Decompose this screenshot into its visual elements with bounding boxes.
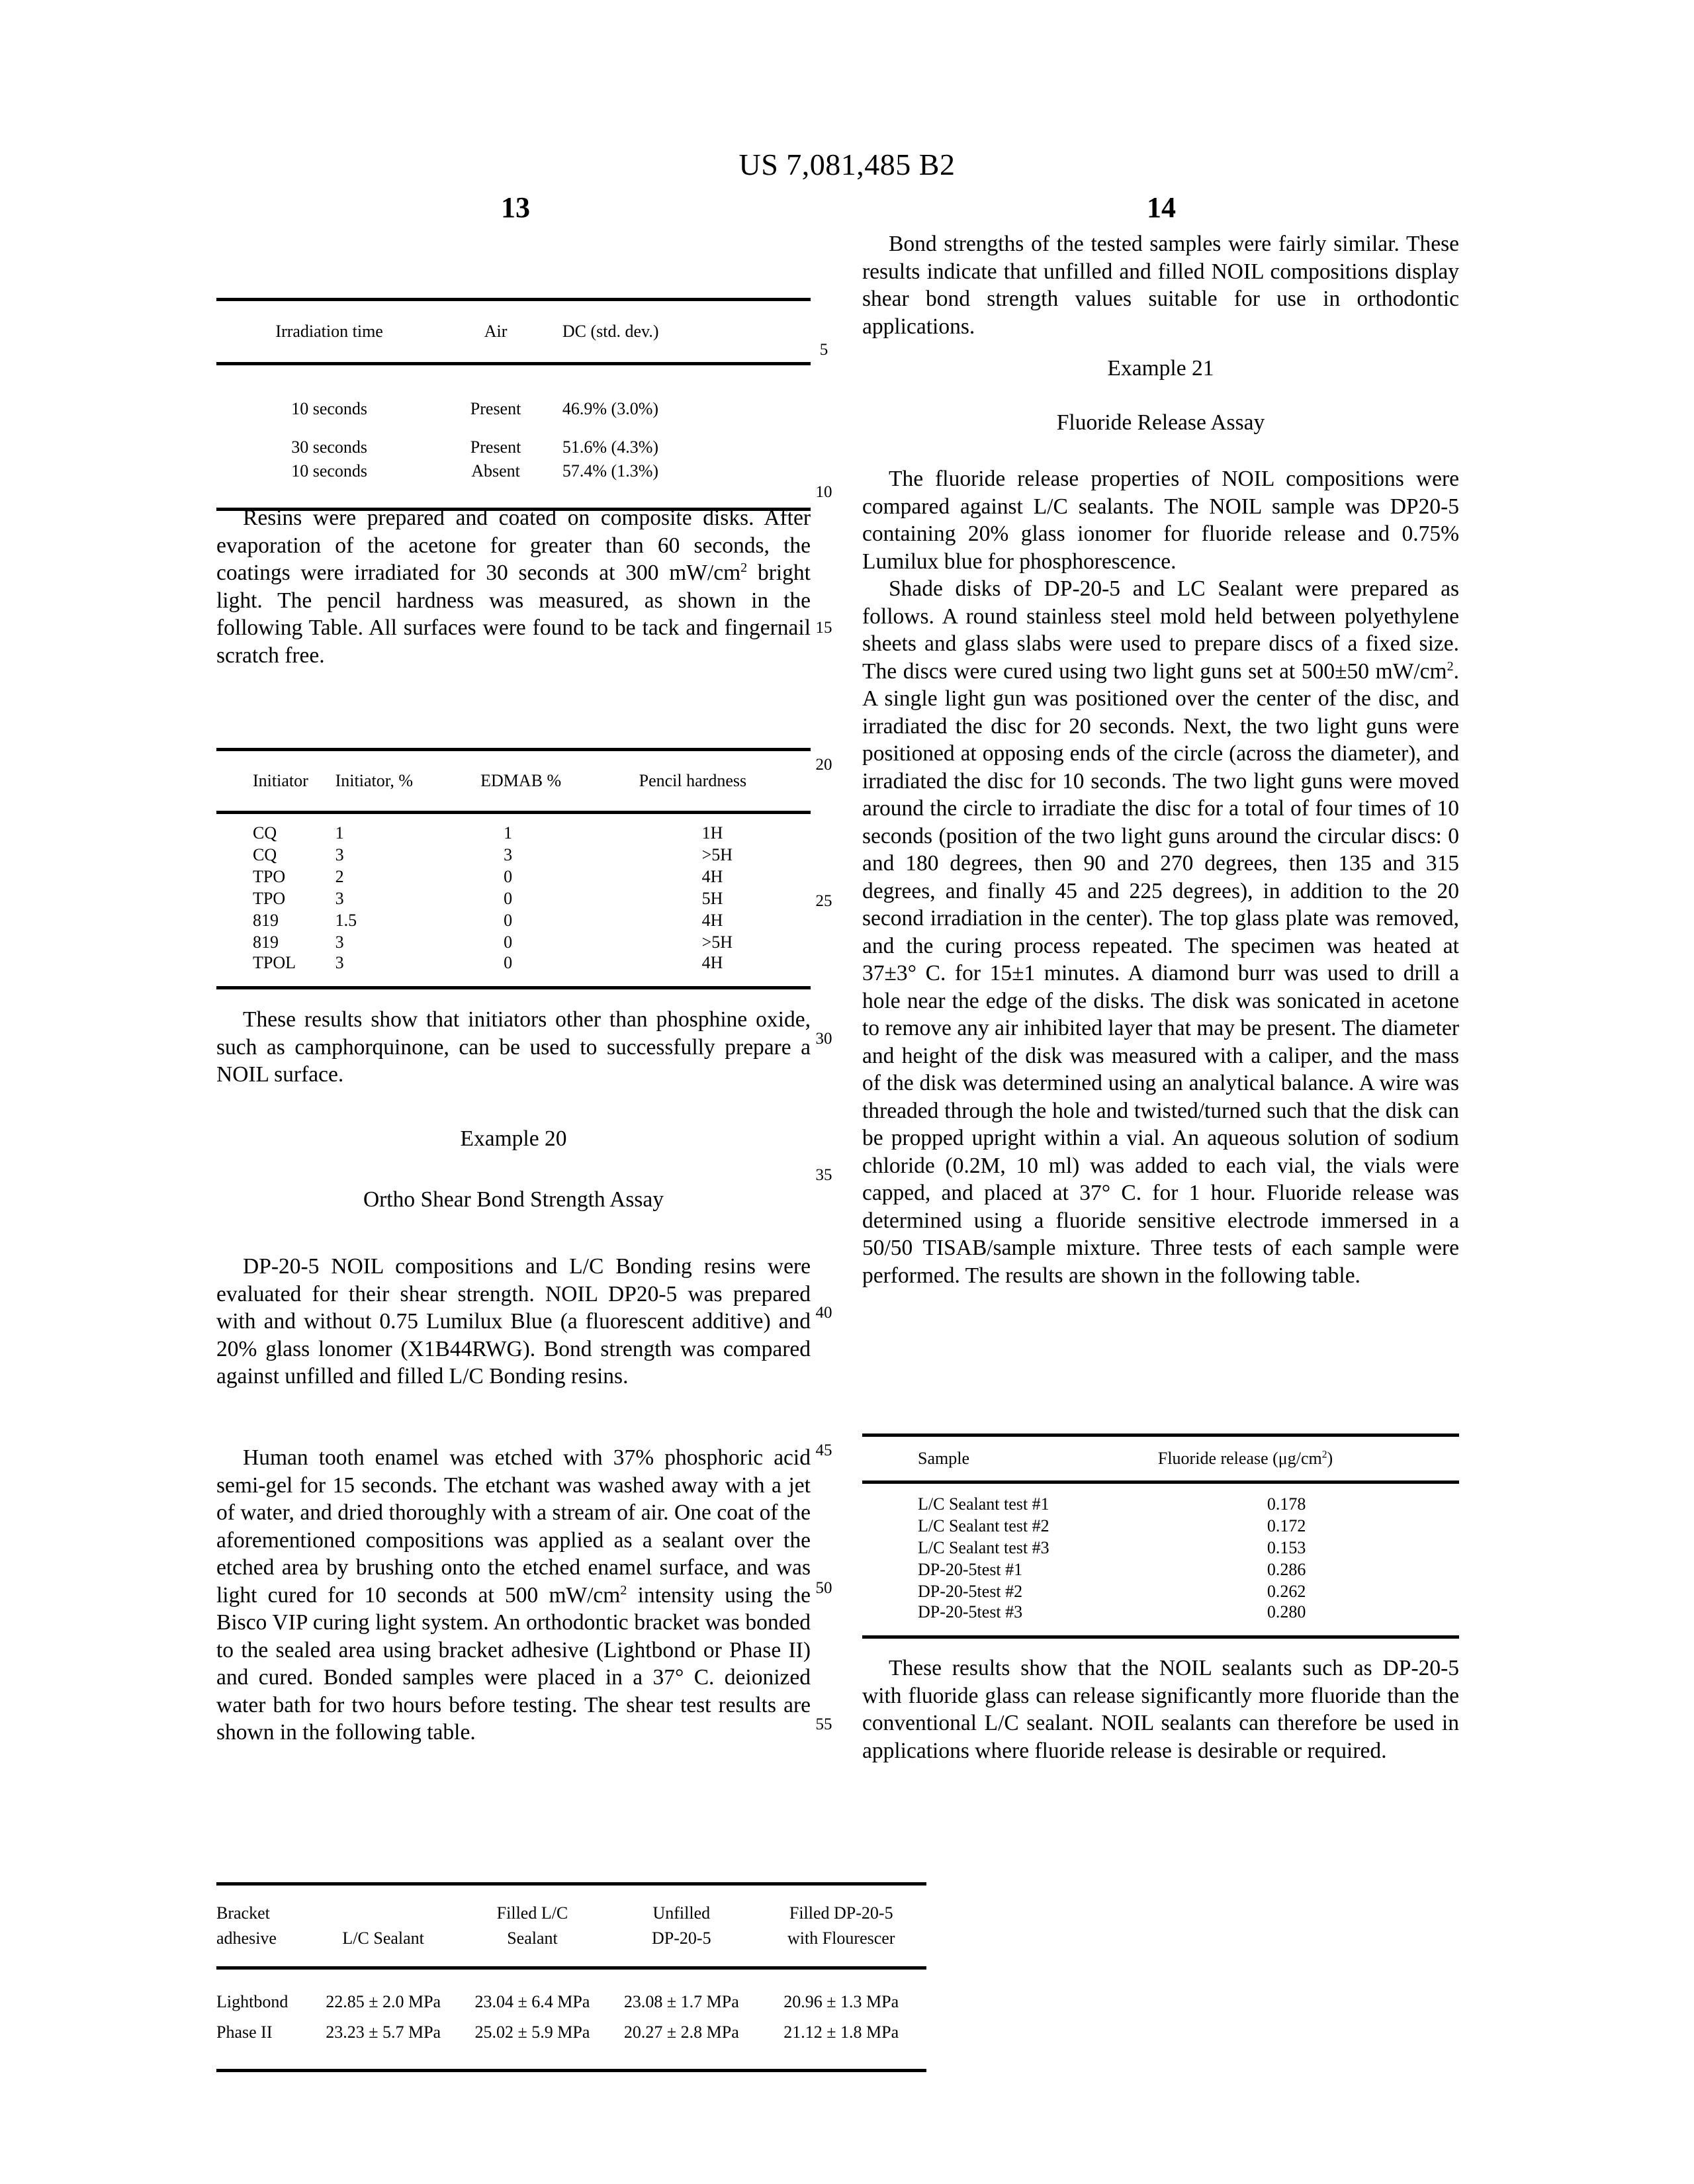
- table-cell: 1H: [701, 823, 723, 842]
- table-row: [862, 1482, 1459, 1516]
- table-cell: 4H: [701, 866, 723, 886]
- page-number-right: 14: [1147, 191, 1176, 224]
- example-20-subtitle: Ortho Shear Bond Strength Assay: [363, 1187, 664, 1212]
- table-row: [862, 1580, 1459, 1602]
- table-cell: DP-20-5test #3: [918, 1602, 1023, 1621]
- table-cell: 5H: [701, 888, 723, 908]
- line-number: 45: [815, 1441, 832, 1459]
- paragraph-text: These results show that the NOIL sealants such as DP-20-5 with fluoride glass can release significantly more fluoride than the conventional L/C sealant. NOIL sealants can therefore be used in applications where fluoride release is desirable or required.: [862, 1656, 1459, 1763]
- table-cell: 23.08 ± 1.7 MPa: [623, 1992, 739, 2011]
- paragraph-text: Human tooth enamel was etched with 37% phosphoric acid semi-gel for 15 seconds. The etchant was washed away with a jet of water, and dried thoroughly with a stream of air. One coat of the aforementioned compositions was applied as a sealant over the etched area by brushing onto the etched enamel surface, and was light cured for 10 seconds at 500 mW/cm: [216, 1445, 811, 1608]
- table-cell: TPO: [253, 866, 286, 886]
- table-cell: L/C Sealant test #2: [918, 1516, 1049, 1535]
- right-paragraph-2: [862, 465, 1459, 1289]
- table-row: [216, 813, 811, 844]
- paragraph-text: . A single light gun was positioned over the center of the disc, and irradiated the disc for 20 seconds. Next, the two light guns were positioned at opposing ends of the circle (across the diameter), and irradiated the disc for 10 seconds. The two light guns were moved around the circle to irradiate the disc for a total of four times of 10 seconds (position of the two light guns around the circular discs: 0 and 180 degrees, then 90 and 270 degrees, then 135 and 315 degrees, and finally 45 and 225 degrees), in addition to the 20 second irradiation in the center). The top glass plate was removed, and the curing process repeated. The specimen was heated at 37±3° C. for 15±1 minutes. A diamond burr was used to drill a hole near the edge of the disks. The disk was sonicated in acetone to remove any air inhibited layer that may be present. The diameter and height of the disk was measured with a caliper, and the mass of the disk was determined using an analytical balance. A wire was threaded through the hole and twisted/turned such that the disk can be propped upright within a vial. An aqueous solution of sodium chloride (0.2M, 10 ml) was added to each vial, the vials were capped, and placed at 37° C. for 1 hour. Fluoride release was determined using a fluoride sensitive electrode immersed in a 50/50 TISAB/sample mixture. Three tests of each sample were performed. The results are shown in the following table.: [862, 659, 1459, 1288]
- paragraph-text: bright light. The pencil hardness was measured, as shown in the following Table. All surfaces were found to be tack and fingernail scratch free.: [216, 561, 811, 668]
- column-header: Filled DP-20-5 with Flourescer: [787, 1903, 895, 1948]
- shear-bond-strength-table: [216, 1882, 926, 2072]
- table-row: [216, 433, 811, 461]
- table-cell: 0.153: [1267, 1537, 1306, 1557]
- left-paragraph-2: [216, 1006, 811, 1089]
- table-row: [216, 844, 811, 866]
- column-header: Bracket adhesive: [216, 1903, 277, 1948]
- paragraph-text: Resins were prepared and coated on composite disks. After evaporation of the acetone for greater than 60 seconds, the coatings were irradiated for 30 seconds at 300 mW/cm: [216, 506, 811, 585]
- column-header: DC (std. dev.): [562, 322, 659, 341]
- table-cell: CQ: [253, 844, 277, 864]
- table-cell: 3: [335, 844, 344, 864]
- table-cell: 22.85 ± 2.0 MPa: [326, 1992, 441, 2011]
- column-header: Initiator: [253, 771, 308, 790]
- line-number: 20: [815, 756, 832, 774]
- superscript: 2: [620, 1582, 627, 1598]
- table-cell: 3: [504, 844, 513, 864]
- table-row: [862, 1559, 1459, 1580]
- column-header: Air: [484, 322, 508, 341]
- column-header: Unfilled DP-20-5: [652, 1903, 711, 1948]
- table-cell: TPOL: [253, 953, 296, 972]
- table-header-row: [216, 300, 811, 364]
- table-cell: 57.4% (1.3%): [562, 461, 659, 480]
- table-cell: 0: [504, 953, 513, 972]
- table-header-row: [862, 1435, 1459, 1482]
- paragraph-text: The fluoride release properties of NOIL compositions were compared against L/C sealants. The NOIL sample was DP20-5 containing 20% glass ionomer for fluoride release and 0.75% Lumilux blue for phosphorescence.: [862, 467, 1459, 574]
- table-cell: 0.280: [1267, 1602, 1306, 1621]
- table-cell: 51.6% (4.3%): [562, 437, 659, 457]
- table-cell: Phase II: [216, 2023, 273, 2042]
- paragraph-text: These results show that initiators other than phosphine oxide, such as camphorquinone, can be used to successfully prepare a NOIL surface.: [216, 1007, 811, 1087]
- table-cell: 2: [335, 866, 344, 886]
- table-row: [216, 2023, 926, 2071]
- table-cell: TPO: [253, 888, 286, 908]
- table-cell: 23.04 ± 6.4 MPa: [474, 1992, 590, 2011]
- table-row: [216, 953, 811, 988]
- table-cell: >5H: [701, 932, 733, 952]
- table-row: [862, 1602, 1459, 1637]
- fluoride-release-rows: [862, 1482, 1459, 1637]
- line-number: 15: [815, 619, 832, 637]
- table-header-row: [216, 1884, 926, 1968]
- table-cell: 1: [335, 823, 344, 842]
- line-number: 5: [819, 341, 828, 359]
- table-cell: >5H: [701, 844, 733, 864]
- paragraph-text: Shade disks of DP-20-5 and LC Sealant were prepared as follows. A round stainless steel mold held between polyethylene sheets and glass slabs were used to prepare discs of a fixed size. The discs were cured using two light guns set at 500±50 mW/cm: [862, 576, 1459, 684]
- example-20-title: Example 20: [460, 1126, 567, 1151]
- table-row: [862, 1515, 1459, 1537]
- table-cell: 0.262: [1267, 1581, 1306, 1601]
- line-number: 50: [815, 1579, 832, 1597]
- table-header-row: [216, 750, 811, 813]
- paragraph-text: intensity using the Bisco VIP curing light system. An orthodontic bracket was bonded to the sealed area using bracket adhesive (Lightbond or Phase II) and cured. Bonded samples were placed in a 37° C. deionized water bath for two hours before testing. The shear test results are shown in the following table.: [216, 1582, 811, 1745]
- patent-number: US 7,081,485 B2: [738, 148, 956, 181]
- table-cell: 10 seconds: [291, 461, 368, 480]
- table-row: [216, 364, 811, 433]
- superscript: 2: [740, 560, 748, 575]
- line-number: 55: [815, 1715, 832, 1733]
- table-row: [216, 887, 811, 909]
- table-cell: 0.286: [1267, 1559, 1306, 1579]
- table-cell: 3: [335, 888, 344, 908]
- example-21-subtitle: Fluoride Release Assay: [1056, 410, 1265, 435]
- table-row: [216, 1968, 926, 2023]
- column-header: Fluoride release $(\mu g/cm^2)$: [1157, 1449, 1333, 1468]
- column-header: Sample: [918, 1449, 969, 1468]
- table-cell: 4H: [701, 910, 723, 930]
- table-cell: 3: [335, 932, 344, 952]
- table-row: [216, 909, 811, 931]
- table-cell: 0: [504, 888, 513, 908]
- table-cell: 819: [253, 932, 279, 952]
- table-cell: 819: [253, 910, 279, 930]
- table-row: [216, 931, 811, 953]
- table-cell: Present: [470, 399, 521, 418]
- table-cell: 30 seconds: [291, 437, 368, 457]
- table-cell: 20.96 ± 1.3 MPa: [783, 1992, 899, 2011]
- table-cell: Lightbond: [216, 1992, 289, 2011]
- line-number: 35: [815, 1166, 832, 1184]
- fluoride-release-table: [862, 1433, 1459, 1639]
- table-cell: DP-20-5test #1: [918, 1559, 1023, 1579]
- pencil-hardness-rows: [216, 813, 811, 988]
- table-cell: 0: [504, 866, 513, 886]
- table-cell: 0.172: [1267, 1516, 1306, 1535]
- line-number: 10: [815, 483, 832, 501]
- column-header: Irradiation time: [275, 322, 383, 341]
- column-header: Initiator, %: [335, 771, 414, 790]
- page-number-left: 13: [501, 191, 530, 224]
- table-cell: 0: [504, 932, 513, 952]
- right-paragraph-4: [862, 1655, 1459, 1764]
- paragraph-text: Bond strengths of the tested samples were fairly similar. These results indicate that unfilled and filled NOIL compositions display shear bond strength values suitable for use in orthodontic applications.: [862, 232, 1459, 339]
- degree-of-conversion-table: [216, 298, 811, 511]
- left-paragraph-3: [216, 1253, 811, 1390]
- line-number: 40: [815, 1304, 832, 1322]
- table-cell: 0.178: [1267, 1494, 1306, 1514]
- left-paragraph-4: [216, 1444, 811, 1747]
- left-paragraph-1: [216, 504, 811, 669]
- table-cell: CQ: [253, 823, 277, 842]
- table-cell: 3: [335, 953, 344, 972]
- table-cell: 1: [504, 823, 513, 842]
- table-cell: 20.27 ± 2.8 MPa: [623, 2023, 739, 2042]
- table-cell: 0: [504, 910, 513, 930]
- table-row: [862, 1537, 1459, 1559]
- example-21-title: Example 21: [1107, 356, 1214, 381]
- table-cell: 10 seconds: [291, 399, 368, 418]
- superscript: 2: [1447, 659, 1454, 674]
- line-number: 30: [815, 1030, 832, 1048]
- table-row: [216, 461, 811, 510]
- table-cell: 1.5: [335, 910, 357, 930]
- table-cell: 4H: [701, 953, 723, 972]
- table-cell: DP-20-5test #2: [918, 1581, 1023, 1601]
- pencil-hardness-table: [216, 748, 811, 989]
- table-cell: 46.9% (3.0%): [562, 399, 659, 418]
- column-header: Filled L/C Sealant: [496, 1903, 568, 1948]
- table-row: [216, 866, 811, 887]
- table-cell: L/C Sealant test #3: [918, 1537, 1049, 1557]
- paragraph-text: DP-20-5 NOIL compositions and L/C Bonding resins were evaluated for their shear strength. NOIL DP20-5 was prepared with and without 0.75 Lumilux Blue (a fluorescent additive) and 20% glass lonomer (X1B44RWG). Bond strength was compared against unfilled and filled L/C Bonding resins.: [216, 1254, 811, 1388]
- column-header: Pencil hardness: [639, 771, 747, 790]
- line-number: 25: [815, 892, 832, 910]
- table-cell: Absent: [471, 461, 520, 480]
- column-header: L/C Sealant: [342, 1929, 424, 1948]
- table-cell: L/C Sealant test #1: [918, 1494, 1049, 1514]
- right-paragraph-1: [862, 230, 1459, 340]
- column-header: EDMAB %: [480, 771, 562, 790]
- table-cell: 25.02 ± 5.9 MPa: [474, 2023, 590, 2042]
- table-cell: Present: [470, 437, 521, 457]
- table-cell: 21.12 ± 1.8 MPa: [783, 2023, 899, 2042]
- table-cell: 23.23 ± 5.7 MPa: [326, 2023, 441, 2042]
